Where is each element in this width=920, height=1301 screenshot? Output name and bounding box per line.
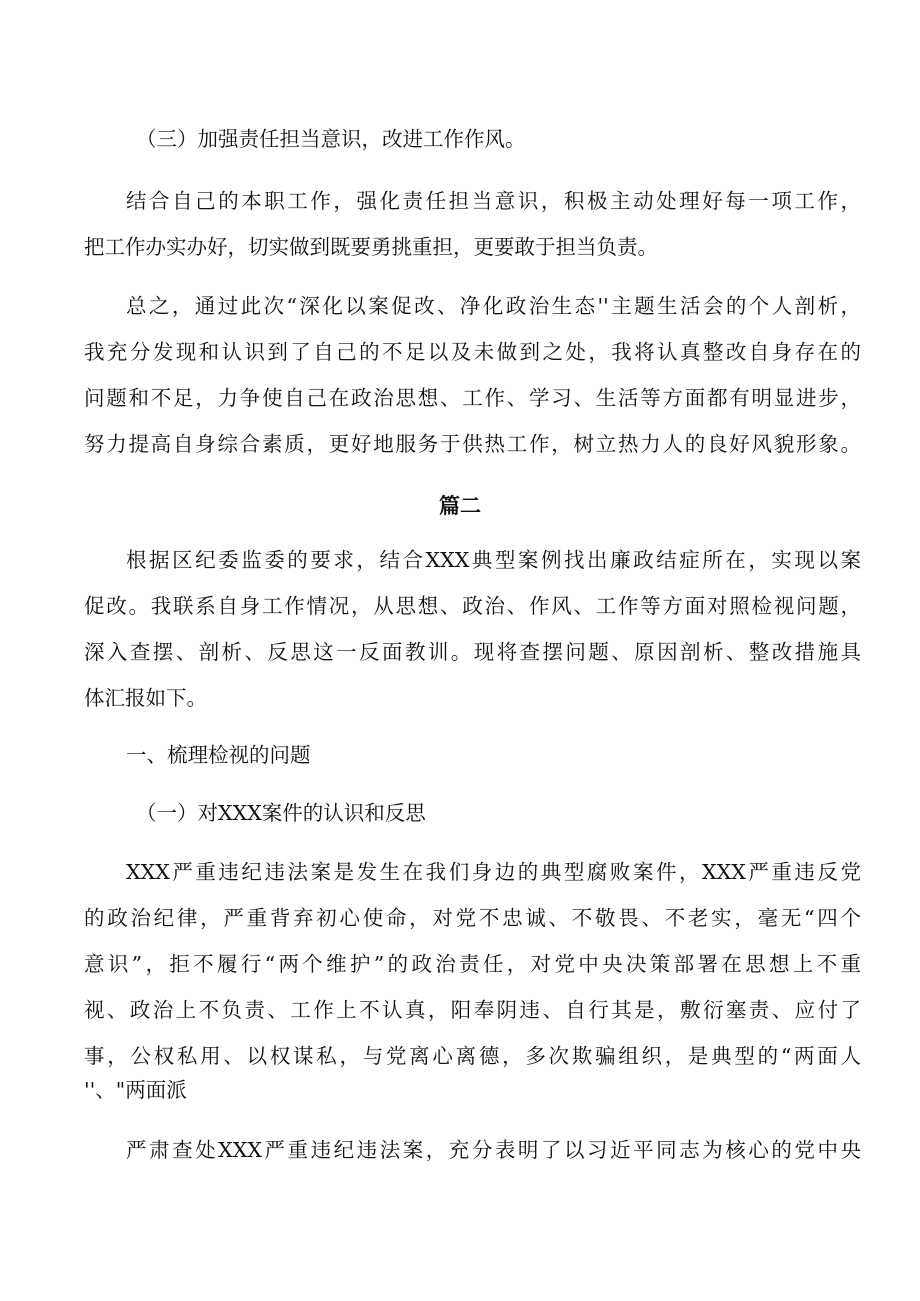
para-4-line-5: 事，公权私用、以权谋私，与党离心离德，多次欺骗组织，是典型的“两面人 — [84, 1044, 861, 1068]
para-4-line-3: 意识”，拒不履行“两个维护”的政治责任，对党中央决策部署在思想上不重 — [84, 952, 861, 976]
para-1-line-2: 把工作办实办好，切实做到既要勇挑重担，更要敢于担当负责。 — [84, 235, 658, 259]
para-3-line-4: 体汇报如下。 — [84, 686, 207, 710]
para-5-line-1: 严肃查处XXX严重违纪违法案，充分表明了以习近平同志为核心的党中央 — [126, 1138, 861, 1162]
sub-1-title: （一）对XXX案件的认识和反思 — [136, 801, 426, 825]
para-2-line-3: 问题和不足，力争使自己在政治思想、工作、学习、生活等方面都有明显进步， — [84, 386, 861, 410]
para-3-line-3: 深入查摆、剖析、反思这一反面教训。现将查摆问题、原因剖析、整改措施具 — [84, 640, 861, 664]
para-4-line-1: XXX严重违纪违法案是发生在我们身边的典型腐败案件，XXX严重违反党 — [126, 860, 861, 884]
para-2-line-1: 总之，通过此次“深化以案促改、净化政治生态''主题生活会的个人剖析， — [126, 294, 861, 318]
para-1-line-1: 结合自己的本职工作，强化责任担当意识，积极主动处理好每一项工作， — [126, 189, 861, 213]
para-3-line-1: 根据区纪委监委的要求，结合XXX典型案例找出廉政结症所在，实现以案 — [126, 548, 861, 572]
para-2-line-2: 我充分发现和认识到了自己的不足以及未做到之处，我将认真整改自身存在的 — [84, 340, 861, 364]
para-2-line-4: 努力提高自身综合素质，更好地服务于供热工作，树立热力人的良好风貌形象。 — [84, 432, 861, 456]
para-4-line-2: 的政治纪律，严重背弃初心使命，对党不忠诚、不敬畏、不老实，毫无“四个 — [84, 906, 861, 930]
heading-chapter-2: 篇二 — [439, 493, 481, 518]
section-3-title: （三）加强责任担当意识，改进工作作风。 — [136, 127, 526, 151]
part-1-title: 一、梳理检视的问题 — [126, 743, 311, 767]
para-3-line-2: 促改。我联系自身工作情况，从思想、政治、作风、工作等方面对照检视问题， — [84, 594, 861, 618]
para-4-line-4: 视、政治上不负责、工作上不认真，阳奉阴违、自行其是，敷衍塞责、应付了 — [84, 998, 861, 1022]
para-4-line-6: ''、"两面派 — [84, 1078, 187, 1102]
